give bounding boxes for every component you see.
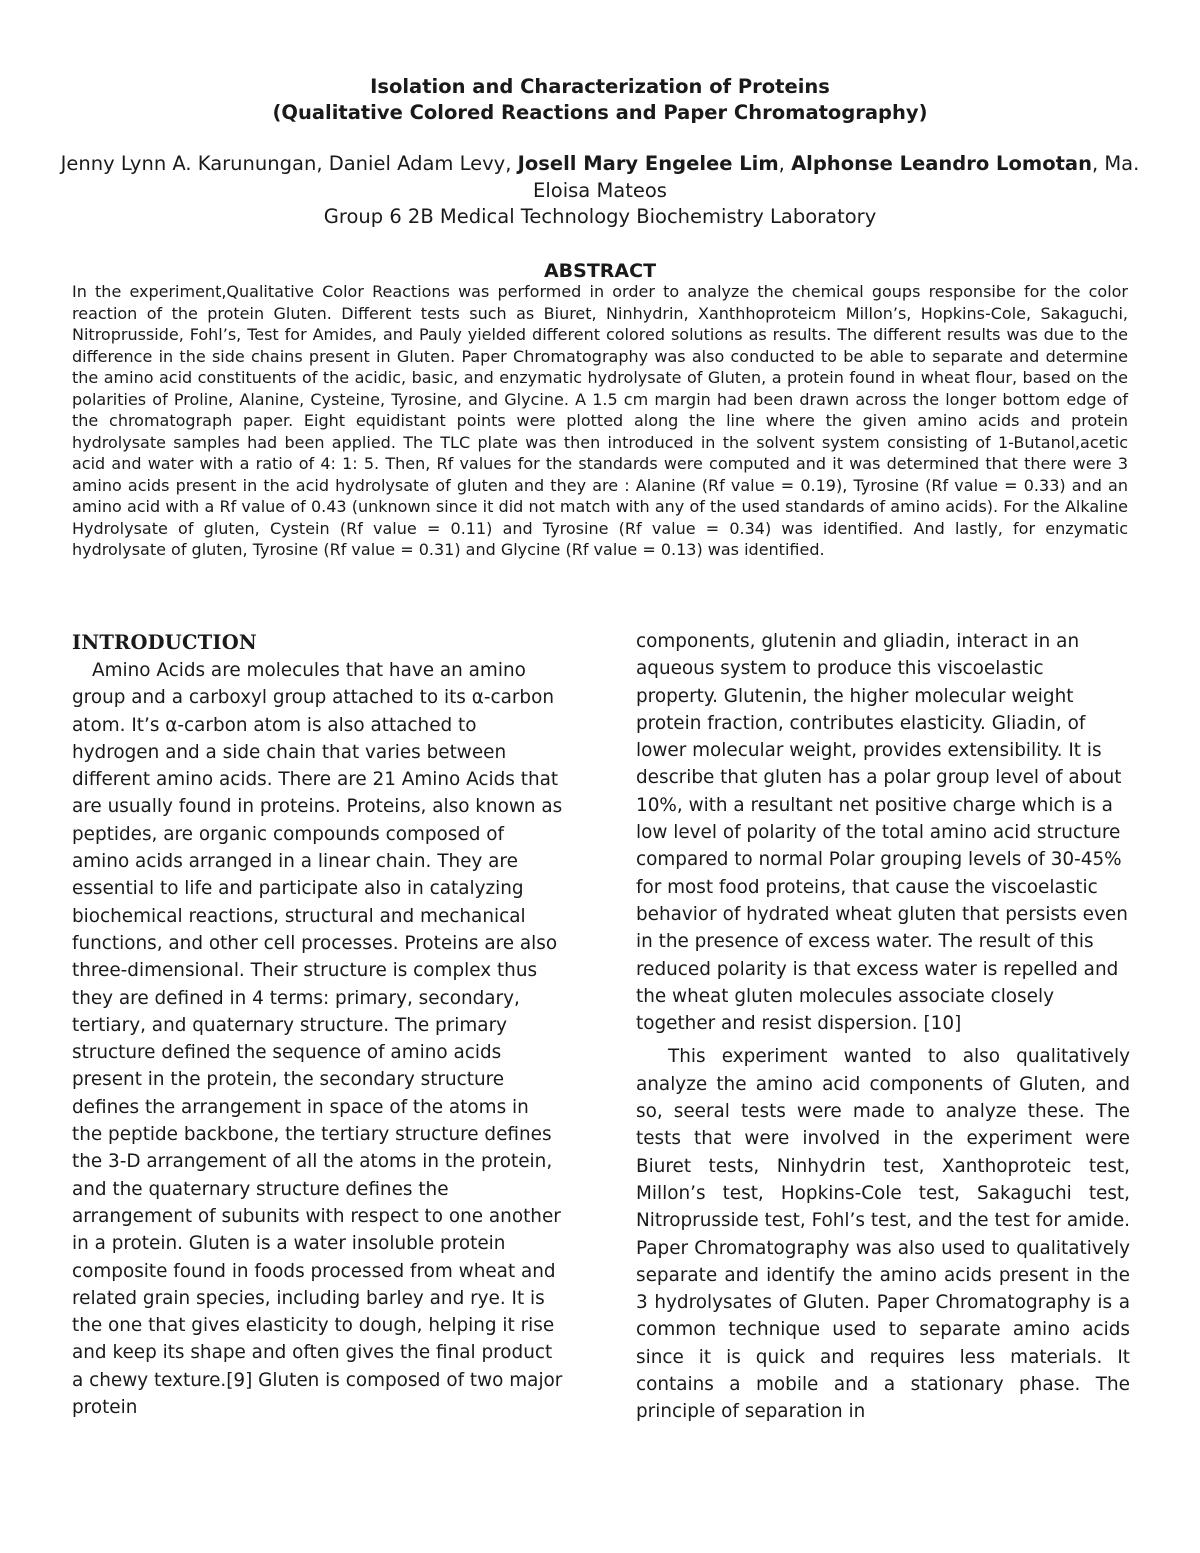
paper-title-line-1: Isolation and Characterization of Proteins [370, 75, 830, 98]
author-levy: Daniel Adam Levy [328, 152, 506, 175]
right-column [636, 628, 1130, 1426]
author-karunungan: Jenny Lynn A. Karunungan [60, 152, 317, 175]
author-lomotan: Alphonse Leandro Lomotan [791, 152, 1092, 175]
paper-title-line-2: (Qualitative Colored Reactions and Paper Chromatography) [272, 101, 928, 124]
abstract-text: In the experiment,Qualitative Color Reactions was performed in order to analyze the chemical goups responsibe for the color reaction of the protein Gluten. Different tests such as Biuret, Ninhydrin, Xanthhoproteicm Millon’s, Hopkins-Cole, Sakaguchi, Nitroprusside, Fohl’s, Test for Amides, and Pauly yielded different colored solutions as results. The different results was due to the difference in the side chains present in Gluten. Paper Chromatography was also conducted to be able to separate and determine the amino acid constituents of the acidic, basic, and enzymatic hydrolysate of Gluten, a protein found in wheat flour, based on the polarities of Proline, Alanine, Cysteine, Tyrosine, and Glycine. A 1.5 cm margin had been drawn across the longer bottom edge of the chromatograph paper. Eight equidistant points were plotted along the line where the given amino acids and protein hydrolysate samples had been applied. The TLC plate was then introduced in the solvent system consisting of 1-Butanol,acetic acid and water with a ratio of 4: 1: 5. Then, Rf values for the standards were computed and it was determined that there were 3 amino acids present in the acid hydrolysate of gluten and they are : Alanine (Rf value = 0.19), Tyrosine (Rf value = 0.33) and an amino acid with a Rf value of 0.43 (unknown since it did not match with any of the used standards of amino acids). For the Alkaline Hydrolysate of gluten, Cystein (Rf value = 0.11) and Tyrosine (Rf value = 0.34) was identified. And lastly, for enzymatic hydrolysate of gluten, Tyrosine (Rf value = 0.31) and Glycine (Rf value = 0.13) was identified. [72, 282, 1128, 559]
author-separator: , [316, 152, 329, 175]
author-mateos: Ma. Eloisa Mateos [533, 152, 1140, 202]
intro-paragraph-right-2: This experiment wanted to also qualitatively analyze the amino acid components of Gluten, and so, seeral tests were made to analyze these. The tests that were involved in the experiment were Biuret tests, Ninhydrin test, Xanthoproteic test, Millon’s test, Hopkins-Cole test, Sakaguchi test, Nitroprusside test, Fohl’s test, and the test for amide. Paper Chromatography was also used to qualitatively separate and identify the amino acids present in the 3 hydrolysates of Gluten. Paper Chromatography is a common technique used to separate amino acids since it is quick and requires less materials. It contains a mobile and a stationary phase. The principle of separation in [636, 1046, 1130, 1423]
abstract-heading: ABSTRACT [543, 260, 657, 282]
left-column [72, 628, 564, 1421]
author-separator: , [505, 152, 518, 175]
author-list [60, 150, 1140, 204]
affiliation: Group 6 2B Medical Technology Biochemistry Laboratory [323, 205, 877, 228]
author-lim: Josell Mary Engelee Lim [517, 152, 779, 175]
introduction-heading: INTRODUCTION [72, 631, 257, 654]
intro-paragraph-left: Amino Acids are molecules that have an amino group and a carboxyl group attached to its α-carbon atom. It’s α-carbon atom is also attached to hydrogen and a side chain that varies between different amino acids. There are 21 Amino Acids that are usually found in proteins. Proteins, also known as peptides, are organic compounds composed of amino acids arranged in a linear chain. They are essential to life and participate also in catalyzing biochemical reactions, structural and mechanical functions, and other cell processes. Proteins are also three-dimensional. Their structure is complex thus they are defined in 4 terms: primary, secondary, tertiary, and quaternary structure. The primary structure defined the sequence of amino acids present in the protein, the secondary structure defines the arrangement in space of the atoms in the peptide backbone, the tertiary structure defines the 3-D arrangement of all the atoms in the protein, and the quaternary structure defines the arrangement of subunits with respect to one another in a protein. Gluten is a water insoluble protein composite found in foods processed from wheat and related grain species, including barley and rye. It is the one that gives elasticity to dough, helping it rise and keep its shape and often gives the final product a chewy texture.[9] Gluten is composed of two major protein [72, 660, 563, 1419]
intro-paragraph-right-1: components, glutenin and gliadin, interact in an aqueous system to produce this viscoelastic property. Glutenin, the higher molecular weight protein fraction, contributes elasticity. Gliadin, of lower molecular weight, provides extensibility. It is describe that gluten has a polar group level of about 10%, with a resultant net positive charge which is a low level of polarity of the total amino acid structure compared to normal Polar grouping levels of 30-45% for most food proteins, that cause the viscoelastic behavior of hydrated wheat gluten that persists even in the presence of excess water. The result of this reduced polarity is that excess water is repelled and the wheat gluten molecules associate closely together and resist dispersion. [10] [636, 631, 1128, 1035]
author-separator: , [778, 152, 792, 175]
author-separator: , [1091, 152, 1105, 175]
